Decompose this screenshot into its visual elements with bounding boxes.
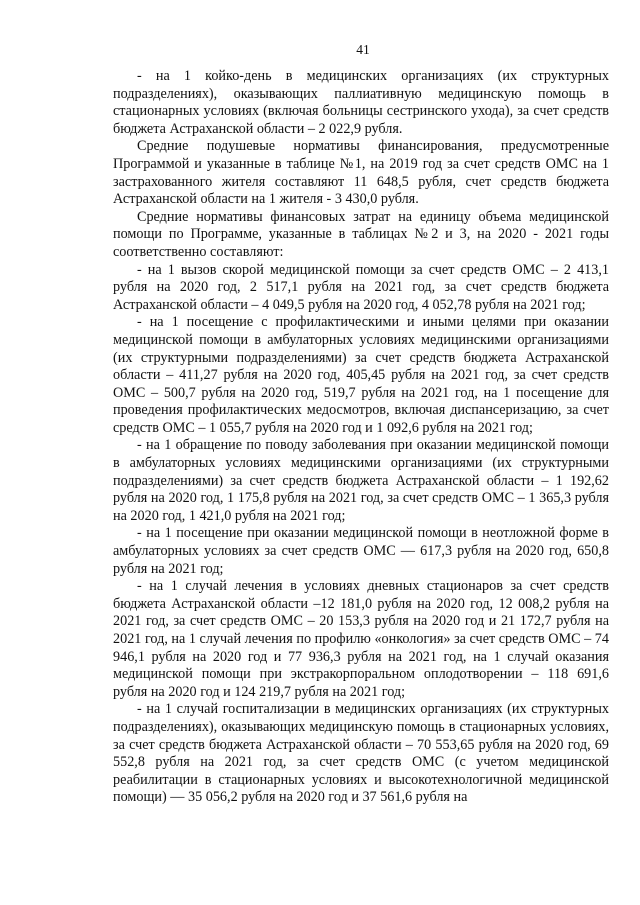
paragraph-hospitalization-case: - на 1 случай госпитализации в медицинских организациях (их структурных подразделениях), оказывающих медицинскую помощь в стационарных условиях, за счет средств бюджета Астраханской области – 70 553,65 рубля на 2020 год, 69 552,8 рубля на 2021 год, за счет средств ОМС (с учетом медицинской реабилитации в стационарных условиях и высокотехнологичной медицинской помощи) — 35 056,2 рубля на 2020 год и 37 561,6 рубля на — [113, 701, 609, 806]
paragraph-preventive-visit: - на 1 посещение с профилактическими и иными целями при оказании медицинской помощи в амбулаторных условиях медицинскими организациями (их структурными подразделениями) за счет средств бюджета Астраханской области – 411,27 рубля на 2020 год, 405,45 рубля на 2021 год, за счет средств ОМС – 500,7 рубля на 2020 год, 519,7 рубля на 2021 год, на 1 посещение для проведения профилактических медосмотров, включая диспансеризацию, за счет средств ОМС – 1 055,7 рубля на 2020 год и 1 092,6 рубля на 2021 год; — [113, 314, 609, 436]
paragraph-palliative-bed-day: - на 1 койко-день в медицинских организациях (их структурных подразделениях), оказывающих паллиативную медицинскую помощь в стационарных условиях (включая больницы сестринского ухода), за счет средств бюджета Астраханской области – 2 022,9 рубля. — [113, 68, 609, 137]
paragraph-ambulance-call: - на 1 вызов скорой медицинской помощи за счет средств ОМС – 2 413,1 рубля на 2020 год, 2 517,1 рубля на 2021 год, за счет средств бюджета Астраханской области – 4 049,5 рубля на 2020 год, 4 052,78 рубля на 2021 год; — [113, 261, 609, 313]
page-number: 41 — [356, 42, 370, 57]
paragraph-per-capita-norms: Средние подушевые нормативы финансирования, предусмотренные Программой и указанные в таблице №1, на 2019 год за счет средств ОМС на 1 застрахованного жителя составляют 11 648,5 рубля, счет средств бюджета Астраханской области на 1 жителя - 3 430,0 рубля. — [113, 138, 609, 208]
paragraph-day-hospital-case: - на 1 случай лечения в условиях дневных стационаров за счет средств бюджета Астраханской области –12 181,0 рубля на 2020 год, 12 008,2 рубля на 2021 год, за счет средств ОМС – 20 153,3 рубля на 2020 год и 21 172,7 рубля на 2021 год, на 1 случай лечения по профилю «онкология» за счет средств ОМС – 74 946,1 рубля на 2020 год и 77 936,3 рубля на 2021 год, на 1 случай оказания медицинской помощи при экстракорпоральном оплодотворении – 118 691,6 рубля на 2020 год и 124 219,7 рубля на 2021 год; — [113, 578, 609, 700]
paragraph-unit-cost-norms-intro: Средние нормативы финансовых затрат на единицу объема медицинской помощи по Программе, указанные в таблицах №2 и 3, на 2020 - 2021 годы соответственно составляют: — [113, 208, 609, 260]
document-page — [113, 42, 609, 807]
paragraph-urgent-visit: - на 1 посещение при оказании медицинской помощи в неотложной форме в амбулаторных условиях за счет средств ОМС — 617,3 рубля на 2020 год, 650,8 рубля на 2021 год; — [113, 525, 609, 577]
paragraph-disease-appeal: - на 1 обращение по поводу заболевания при оказании медицинской помощи в амбулаторных условиях медицинскими организациями (их структурными подразделениями) за счет средств бюджета Астраханской области – 1 192,62 рубля на 2020 год, 1 175,8 рубля на 2021 год, за счет средств ОМС – 1 365,3 рубля на 2020 год, 1 421,0 рубля на 2021 год; — [113, 437, 609, 524]
